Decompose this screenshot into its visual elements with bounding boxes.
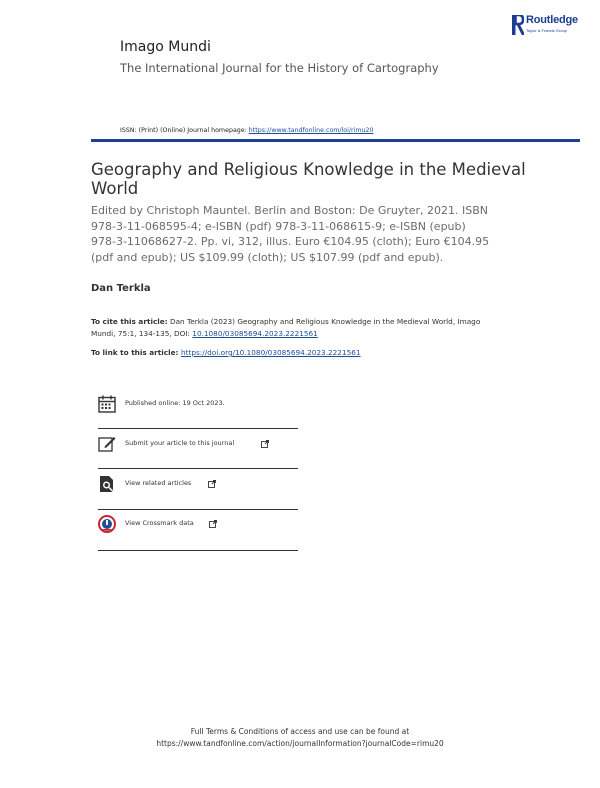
journal-subtitle: The International Journal for the History of Cartography <box>120 61 439 75</box>
edit-icon <box>98 435 116 453</box>
external-link-icon <box>261 440 269 448</box>
journal-homepage-link[interactable]: https://www.tandfonline.com/loi/rimu20 <box>248 127 374 134</box>
author-name: Dan Terkla <box>91 283 151 294</box>
journal-title: Imago Mundi <box>120 39 211 55</box>
book-details: Edited by Christoph Mauntel. Berlin and Boston: De Gruyter, 2021. ISBN 978-3-11-068595-4; e-ISBN (pdf) 978-3-11-068615-9; e-ISBN (epub) 978-3-11068627-2. Pp. vi, 312, illus. Euro €104.95 (cloth); Euro €104.95 (pdf and epub); US $109.99 (cloth); US $107.99 (pdf and epub). <box>91 204 490 264</box>
citation-text: Dan Terkla (2023) Geography and Religious Knowledge in the Medieval World, Imago Mundi, 75:1, 134-135, DOI: <box>91 317 481 338</box>
article-title: Geography and Religious Knowledge in the Medieval World <box>91 160 526 198</box>
published-online-item <box>98 393 298 433</box>
crossmark-label[interactable]: View Crossmark data <box>125 519 194 527</box>
submit-article-item[interactable] <box>98 433 298 473</box>
divider <box>98 428 298 429</box>
header-rule <box>91 139 580 142</box>
divider <box>98 550 298 551</box>
crossmark-icon <box>98 515 116 533</box>
article-url-link[interactable]: https://doi.org/10.1080/03085694.2023.2221561 <box>181 348 361 357</box>
related-articles-label[interactable]: View related articles <box>125 479 192 487</box>
routledge-logo-icon <box>512 15 524 35</box>
submit-article-label[interactable]: Submit your article to this journal <box>125 439 235 447</box>
external-link-icon <box>208 480 216 488</box>
issn-label: ISSN: (Print) (Online) Journal homepage: <box>120 127 249 134</box>
footer-terms-url[interactable]: https://www.tandfonline.com/action/journalInformation?journalCode=rimu20 <box>156 739 444 748</box>
crossmark-item[interactable] <box>98 513 298 553</box>
publisher-tagline: Taylor & Francis Group <box>526 28 567 33</box>
published-online-label: Published online: 19 Oct 2023. <box>125 399 225 407</box>
citation-block <box>91 316 501 339</box>
divider <box>98 468 298 469</box>
publisher-name: Routledge <box>526 14 578 26</box>
related-articles-item[interactable] <box>98 473 298 513</box>
divider <box>98 509 298 510</box>
footer-terms: Full Terms & Conditions of access and use can be found at <box>190 727 410 736</box>
doi-link[interactable]: 10.1080/03085694.2023.2221561 <box>192 328 318 338</box>
publisher-logo <box>512 14 592 40</box>
related-articles-icon <box>98 475 116 493</box>
article-link-line <box>91 348 361 357</box>
external-link-icon <box>209 520 217 528</box>
link-label: To link to this article: <box>91 348 182 357</box>
issn-line <box>120 127 374 134</box>
citation-label: To cite this article: <box>91 317 168 326</box>
calendar-icon <box>98 395 116 413</box>
